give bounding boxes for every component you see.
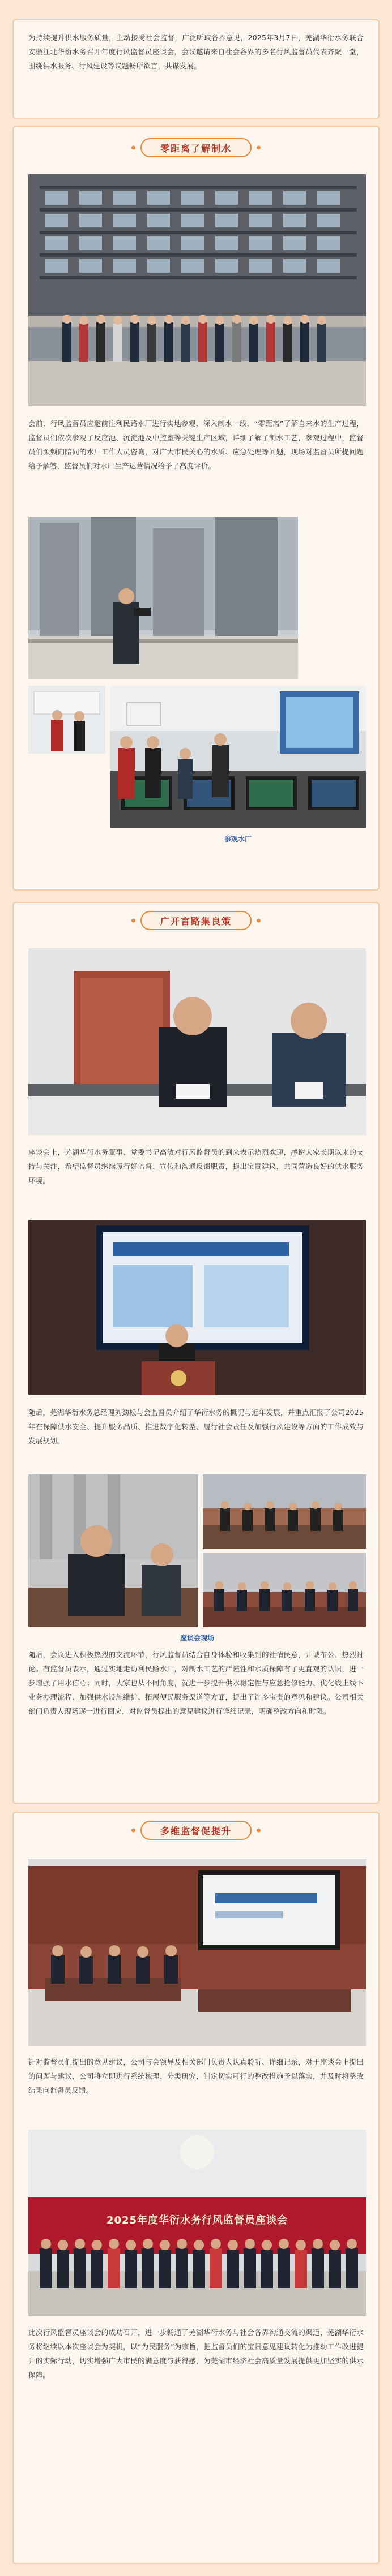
photo-grid-right-bottom — [203, 1553, 366, 1627]
discussion-paragraph-2: 随后，芜湖华衍水务总经理刘劲松与会监督员介绍了华衍水务的概况与近年发展，并重点汇报了公司2025年在保障供水安全、提升服务品质、推进数字化转型、履行社会责任及加强行风建设等方面的工作成效与发展规划。 — [28, 1408, 364, 1445]
group-photo-building — [28, 174, 366, 406]
photo-observer-towers — [28, 517, 298, 679]
section-card-discussion — [12, 902, 380, 1804]
banner-text: 2025年度华衍水务行风监督员座谈会 — [106, 2214, 288, 2226]
photo-grid-left-image — [28, 1474, 198, 1627]
caption-visit: 参观水厂 — [224, 835, 252, 843]
photo-officials-table — [28, 948, 366, 1135]
intro-paragraph: 为持续提升供水服务质量，主动接受社会监督，广泛听取各界意见，2025年3月7日，芜湖华衍水务联合安徽江北华衍水务召开年度行风监督员座谈会，会议邀请来自社会各界的多名行风监督员代表齐聚一堂，围绕供水服务、行风建设等议题畅所欲言，共谋发展。 — [28, 33, 364, 70]
photo-grid-right-top-image — [203, 1474, 366, 1549]
photo-control-room — [110, 686, 366, 828]
photo-lab-visit-image — [28, 686, 105, 754]
photo-grid-left — [28, 1474, 198, 1627]
group-photo-building-image — [28, 174, 366, 406]
section-title-visit: 零距离了解制水 — [140, 138, 252, 157]
section-card-supervision — [12, 1812, 380, 2564]
section-card-visit — [12, 126, 380, 891]
supervision-paragraph-2: 此次行风监督员座谈会的成功召开，进一步畅通了芜湖华衍水务与社会各界沟通交流的渠道，芜湖华衍水务将继续以本次座谈会为契机，以“为民服务”为宗旨，把监督员们的宝贵意见建议转化为推动工作改进提升的实际行动，切实增强广大市民的满意度与获得感，为芜湖市经济社会高质量发展提供更加坚实的供水保障。 — [28, 2328, 364, 2379]
intro-card — [12, 19, 380, 119]
visit-paragraph: 会前，行风监督员应邀前往利民路水厂进行实地参观，深入制水一线，“零距离”了解自来水的生产过程，监督员们依次参观了反应池、沉淀池及中控室等关键生产区域，详细了解了制水工艺，参观过程中，监督员们频频向陪同的水厂工作人员咨询，对广大市民关心的水质、应急处理等问题，现场对监督员所提问题给予解答，监督员们对水厂生产运营情况给予了高度评价。 — [28, 419, 364, 470]
section-title-supervision: 多维监督促提升 — [140, 1821, 252, 1840]
discussion-paragraph-1: 座谈会上，芜湖华衍水务董事、党委书记高敏对行风监督员的到来表示热烈欢迎，感谢大家长期以来的支持与关注，希望监督员继续履行好监督、宣传和沟通反馈职责，提出宝贵建议，共同营造良好的供水服务环境。 — [28, 1148, 364, 1185]
section-title-discussion: 广开言路集良策 — [140, 911, 252, 930]
photo-grid-right-bottom-image — [203, 1553, 366, 1627]
photo-speaker-podium-image — [28, 1220, 366, 1395]
discussion-paragraph-3: 随后，会议进入积极热烈的交流环节，行风监督员结合自身体验和收集到的社情民意，开诚布公、热烈讨论。有监督员表示，通过实地走访利民路水厂，对制水工艺的严谨性和水质保障有了更直观的认识，进一步增强了用水信心；同时，大家也从不同角度，就进一步提升供水稳定性与应急抢修能力、优化线上线下业务办理流程、加强供水设施维护、拓展便民服务渠道等方面，提出了许多宝贵的意见和建议。公司相关部门负责人现场逐一进行回应，对监督员提出的意见建议进行详细记录，明确整改方向和时限。 — [28, 1650, 364, 1715]
photo-meeting-screen — [28, 1859, 366, 2046]
photo-officials-table-image — [28, 948, 366, 1135]
caption-discussion: 座谈会现场 — [180, 1634, 214, 1642]
photo-observer-towers-image — [28, 517, 298, 679]
photo-speaker-podium — [28, 1220, 366, 1395]
photo-group-banner — [28, 2130, 366, 2316]
supervision-paragraph-1: 针对监督员们提出的意见建议，公司与会领导及相关部门负责人认真聆听、详细记录，对于座谈会上提出的问题与建议，公司将立即进行系统梳理、分类研究，制定切实可行的整改措施予以落实，并及时将整改结果向监督员反馈。 — [28, 2058, 364, 2095]
photo-control-room-image — [110, 686, 366, 828]
photo-meeting-screen-image — [28, 1859, 366, 2046]
photo-lab-visit — [28, 686, 105, 754]
photo-grid-right-top — [203, 1474, 366, 1549]
